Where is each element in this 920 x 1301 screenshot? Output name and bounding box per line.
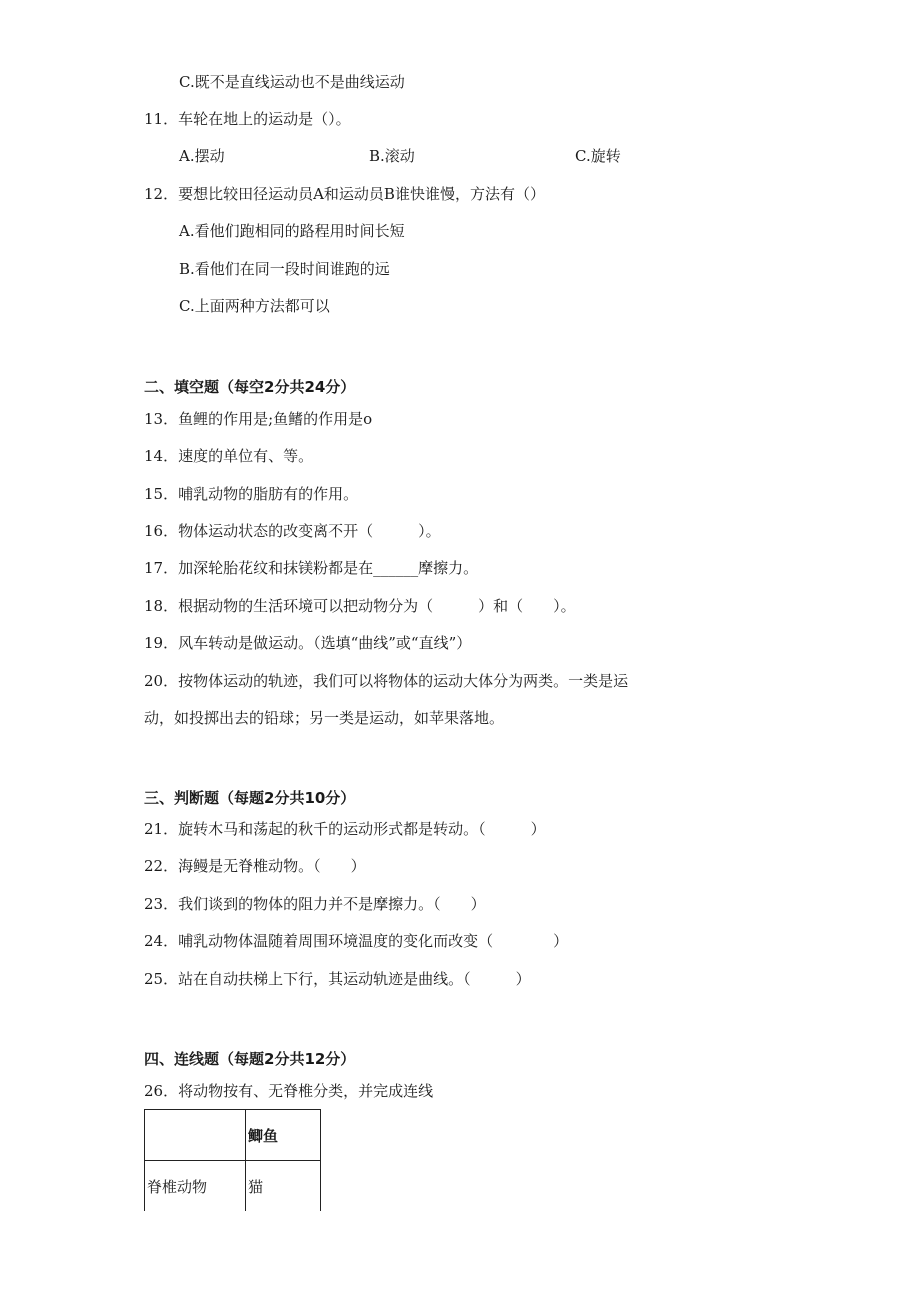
q12-option-a: A.看他们跑相同的路程用时间长短 bbox=[179, 222, 405, 240]
table-row bbox=[145, 1161, 321, 1212]
section-2-heading: 二、填空题（每空2分共24分） bbox=[144, 378, 356, 396]
question-24: 24．哺乳动物体温随着周围环境温度的变化而改变（ ） bbox=[144, 932, 569, 950]
question-20: 20．按物体运动的轨迹，我们可以将物体的运动大体分为两类。一类是运 bbox=[144, 672, 629, 690]
question-23: 23．我们谈到的物体的阻力并不是摩擦力。（ ） bbox=[144, 895, 486, 913]
question-16: 16．物体运动状态的改变离不开（ ）。 bbox=[144, 522, 441, 540]
question-22: 22．海鳗是无脊椎动物。（ ） bbox=[144, 857, 366, 875]
section-4-heading: 四、连线题（每题2分共12分） bbox=[144, 1050, 356, 1068]
question-26: 26．将动物按有、无脊椎分类，并完成连线 bbox=[144, 1082, 434, 1100]
question-19: 19．风车转动是做运动。（选填“曲线”或“直线”） bbox=[144, 634, 472, 652]
question-25: 25．站在自动扶梯上下行，其运动轨迹是曲线。（ ） bbox=[144, 970, 531, 988]
q11-option-a: A.摆动 bbox=[179, 147, 225, 165]
q12-option-c: C.上面两种方法都可以 bbox=[179, 297, 330, 315]
question-21: 21．旋转木马和荡起的秋千的运动形式都是转动。（ ） bbox=[144, 820, 546, 838]
question-18: 18．根据动物的生活环境可以把动物分为（ ）和（ ）。 bbox=[144, 597, 576, 615]
table-cell: 鲫鱼 bbox=[246, 1110, 321, 1161]
table-cell bbox=[145, 1110, 246, 1161]
question-13: 13．鱼鲤的作用是;鱼鳍的作用是o bbox=[144, 410, 373, 428]
table-cell: 脊椎动物 bbox=[145, 1161, 246, 1212]
question-12: 12．要想比较田径运动员A和运动员B谁快谁慢，方法有（） bbox=[144, 185, 545, 203]
table-row bbox=[145, 1110, 321, 1161]
q12-option-b: B.看他们在同一段时间谁跑的远 bbox=[179, 260, 390, 278]
question-11: 11．车轮在地上的运动是（）。 bbox=[144, 110, 351, 128]
q10-option-c: C.既不是直线运动也不是曲线运动 bbox=[179, 73, 405, 91]
q11-option-b: B.滚动 bbox=[369, 147, 415, 165]
question-14: 14．速度的单位有、等。 bbox=[144, 447, 314, 465]
section-3-heading: 三、判断题（每题2分共10分） bbox=[144, 789, 356, 807]
q11-option-c: C.旋转 bbox=[575, 147, 621, 165]
question-20-continued: 动，如投掷出去的铅球；另一类是运动，如苹果落地。 bbox=[144, 709, 505, 727]
question-17: 17．加深轮胎花纹和抹镁粉都是在______摩擦力。 bbox=[144, 559, 479, 577]
classification-table bbox=[144, 1109, 321, 1211]
table-cell: 猫 bbox=[246, 1161, 321, 1212]
question-15: 15．哺乳动物的脂肪有的作用。 bbox=[144, 485, 359, 503]
